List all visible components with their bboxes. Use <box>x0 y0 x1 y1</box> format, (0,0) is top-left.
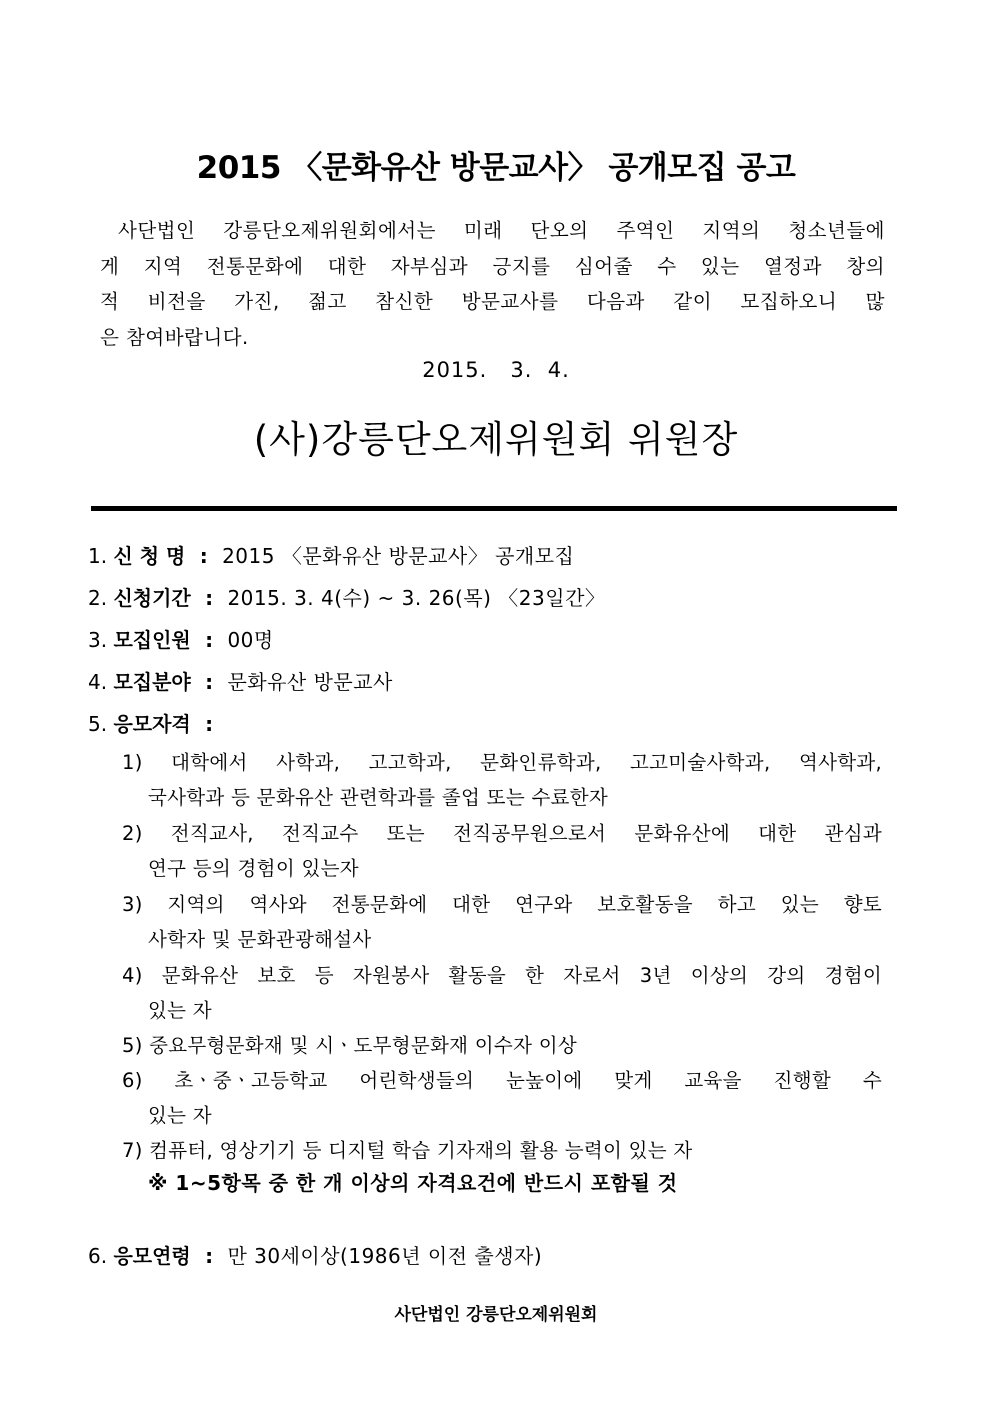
qualification-2 <box>122 816 882 886</box>
qualification-line: 있는 자 <box>148 1104 212 1127</box>
item-value: 00명 <box>227 628 274 652</box>
qualification-line: 연구 등의 경험이 있는자 <box>148 857 359 880</box>
intro-line: 적 비전을 가진, 젊고 참신한 방문교사를 다음과 같이 모집하오니 많 <box>100 290 885 313</box>
qualification-line: 국사학과 등 문화유산 관련학과를 졸업 또는 수료한자 <box>148 786 609 809</box>
qualification-line: 3) 지역의 역사와 전통문화에 대한 연구와 보호활동을 하고 있는 향토 <box>122 893 882 916</box>
item-number: 3. <box>88 628 108 652</box>
qualification-line: 7) 컴퓨터, 영상기기 등 디지털 학습 기자재의 활용 능력이 있는 자 <box>122 1139 693 1162</box>
item-application-period <box>88 582 605 614</box>
document-title: 2015 〈문화유산 방문교사〉 공개모집 공고 <box>196 150 796 186</box>
item-colon: : <box>205 1244 214 1268</box>
qualification-3 <box>122 887 882 957</box>
footer-organization: 사단법인 강릉단오제위원회 <box>394 1305 598 1325</box>
item-age <box>88 1240 542 1272</box>
announcement-date: 2015. 3. 4. <box>422 358 570 382</box>
qualification-4 <box>122 958 882 1028</box>
item-label: 응모연령 <box>113 1244 191 1268</box>
item-label: 모집인원 <box>113 628 191 652</box>
item-recruit-count <box>88 624 274 656</box>
item-application-name <box>88 540 574 572</box>
item-label: 모집분야 <box>113 670 191 694</box>
item-label: 신 청 명 <box>113 544 186 568</box>
intro-line: 게 지역 전통문화에 대한 자부심과 긍지를 심어줄 수 있는 열정과 창의 <box>100 254 885 278</box>
item-label: 신청기간 <box>113 586 191 610</box>
qualification-line: 사학자 및 문화관광해설사 <box>148 928 372 951</box>
item-colon: : <box>205 670 214 694</box>
qualification-6 <box>122 1063 882 1133</box>
qualification-5 <box>122 1028 882 1063</box>
qualification-note: ※ 1~5항목 중 한 개 이상의 자격요건에 반드시 포함될 것 <box>148 1171 678 1195</box>
signer-name: (사)강릉단오제위원회 위원장 <box>253 418 739 461</box>
intro-paragraph <box>100 213 885 355</box>
horizontal-divider <box>91 506 897 511</box>
item-qualifications <box>88 708 221 740</box>
item-number: 5. <box>88 712 108 736</box>
item-colon: : <box>205 712 214 736</box>
item-colon: : <box>205 586 214 610</box>
item-label: 응모자격 <box>113 712 191 736</box>
item-colon: : <box>199 544 208 568</box>
item-value: 2015 〈문화유산 방문교사〉 공개모집 <box>222 544 575 568</box>
intro-line: 은 참여바랍니다. <box>100 325 249 349</box>
item-colon: : <box>205 628 214 652</box>
item-recruit-field <box>88 666 393 698</box>
qualification-line: 1) 대학에서 사학과, 고고학과, 문화인류학과, 고고미술사학과, 역사학과, <box>122 751 882 774</box>
item-value: 2015. 3. 4(수) ~ 3. 26(목) 〈23일간〉 <box>227 586 606 610</box>
qualification-line: 6) 초ㆍ중ㆍ고등학교 어린학생들의 눈높이에 맞게 교육을 진행할 수 <box>122 1069 882 1092</box>
item-value: 문화유산 방문교사 <box>227 670 393 694</box>
item-number: 6. <box>88 1244 108 1268</box>
item-number: 4. <box>88 670 108 694</box>
qualification-7 <box>122 1133 882 1168</box>
qualification-1 <box>122 745 882 815</box>
item-number: 1. <box>88 544 108 568</box>
intro-line: 사단법인 강릉단오제위원회에서는 미래 단오의 주역인 지역의 청소년들에 <box>118 219 885 242</box>
qualification-line: 있는 자 <box>148 999 212 1022</box>
qualification-line: 4) 문화유산 보호 등 자원봉사 활동을 한 자로서 3년 이상의 강의 경험이 <box>122 964 882 987</box>
qualification-line: 5) 중요무형문화재 및 시ㆍ도무형문화재 이수자 이상 <box>122 1034 577 1057</box>
item-value: 만 30세이상(1986년 이전 출생자) <box>227 1244 543 1268</box>
qualification-line: 2) 전직교사, 전직교수 또는 전직공무원으로서 문화유산에 대한 관심과 <box>122 822 882 845</box>
item-number: 2. <box>88 586 108 610</box>
